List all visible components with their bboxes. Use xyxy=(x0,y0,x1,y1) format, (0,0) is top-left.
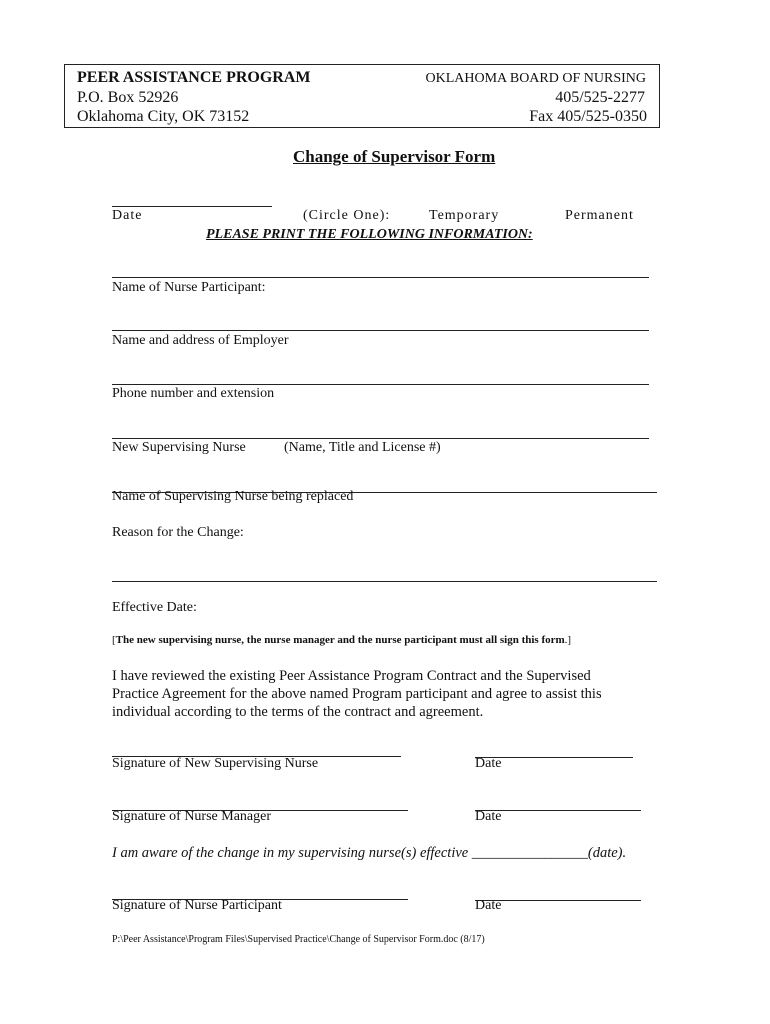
effective-date-label: Effective Date: xyxy=(112,600,197,615)
agreement-line-2: Practice Agreement for the above named Program participant and agree to assist this xyxy=(112,686,602,702)
phone-line[interactable] xyxy=(112,384,649,385)
new-supervisor-date-label: Date xyxy=(475,756,502,771)
employer-label: Name and address of Employer xyxy=(112,333,289,348)
reason-label: Reason for the Change: xyxy=(112,525,244,540)
po-box: P.O. Box 52926 xyxy=(77,89,179,106)
nurse-participant-line[interactable] xyxy=(112,277,649,278)
new-supervisor-hint: (Name, Title and License #) xyxy=(284,440,441,455)
city-address: Oklahoma City, OK 73152 xyxy=(77,108,250,125)
signing-note xyxy=(112,634,571,646)
agreement-line-3: individual according to the terms of the contract and agreement. xyxy=(112,704,484,720)
new-supervisor-signature-label: Signature of New Supervising Nurse xyxy=(112,756,319,771)
new-supervisor-label: New Supervising Nurse xyxy=(112,440,246,455)
agreement-line-1: I have reviewed the existing Peer Assistance Program Contract and the Supervised xyxy=(112,668,591,684)
date-label: Date xyxy=(112,208,143,223)
signing-note-text: The new supervising nurse, the nurse manager and the nurse participant must all sign this form xyxy=(115,634,565,646)
form-title: Change of Supervisor Form xyxy=(293,147,496,166)
replaced-supervisor-label: Name of Supervising Nurse being replaced xyxy=(112,489,354,504)
phone-label: Phone number and extension xyxy=(112,386,275,401)
signing-note-close: .] xyxy=(564,634,572,646)
board-name: OKLAHOMA BOARD OF NURSING xyxy=(425,71,646,86)
signing-note-open: [ xyxy=(112,634,116,646)
date-line[interactable] xyxy=(112,206,272,207)
program-name: PEER ASSISTANCE PROGRAM xyxy=(77,69,311,86)
circle-one-label: (Circle One): xyxy=(303,208,391,223)
participant-signature-label: Signature of Nurse Participant xyxy=(112,898,282,913)
participant-date-label: Date xyxy=(475,898,502,913)
option-permanent[interactable]: Permanent xyxy=(565,208,634,223)
board-phone: 405/525-2277 xyxy=(555,89,645,106)
reason-line[interactable] xyxy=(112,581,657,582)
employer-line[interactable] xyxy=(112,330,649,331)
awareness-statement: I am aware of the change in my supervising nurse(s) effective ________________(date). xyxy=(112,845,627,861)
option-temporary[interactable]: Temporary xyxy=(429,208,500,223)
nurse-manager-date-label: Date xyxy=(475,809,502,824)
footer-file-path: P:\Peer Assistance\Program Files\Supervised Practice\Change of Supervisor Form.doc (8/17) xyxy=(112,934,485,945)
print-instruction: PLEASE PRINT THE FOLLOWING INFORMATION: xyxy=(206,227,533,242)
board-fax: Fax 405/525-0350 xyxy=(529,108,647,125)
new-supervisor-line[interactable] xyxy=(112,438,649,439)
nurse-manager-signature-label: Signature of Nurse Manager xyxy=(112,809,272,824)
nurse-participant-label: Name of Nurse Participant: xyxy=(112,280,266,295)
